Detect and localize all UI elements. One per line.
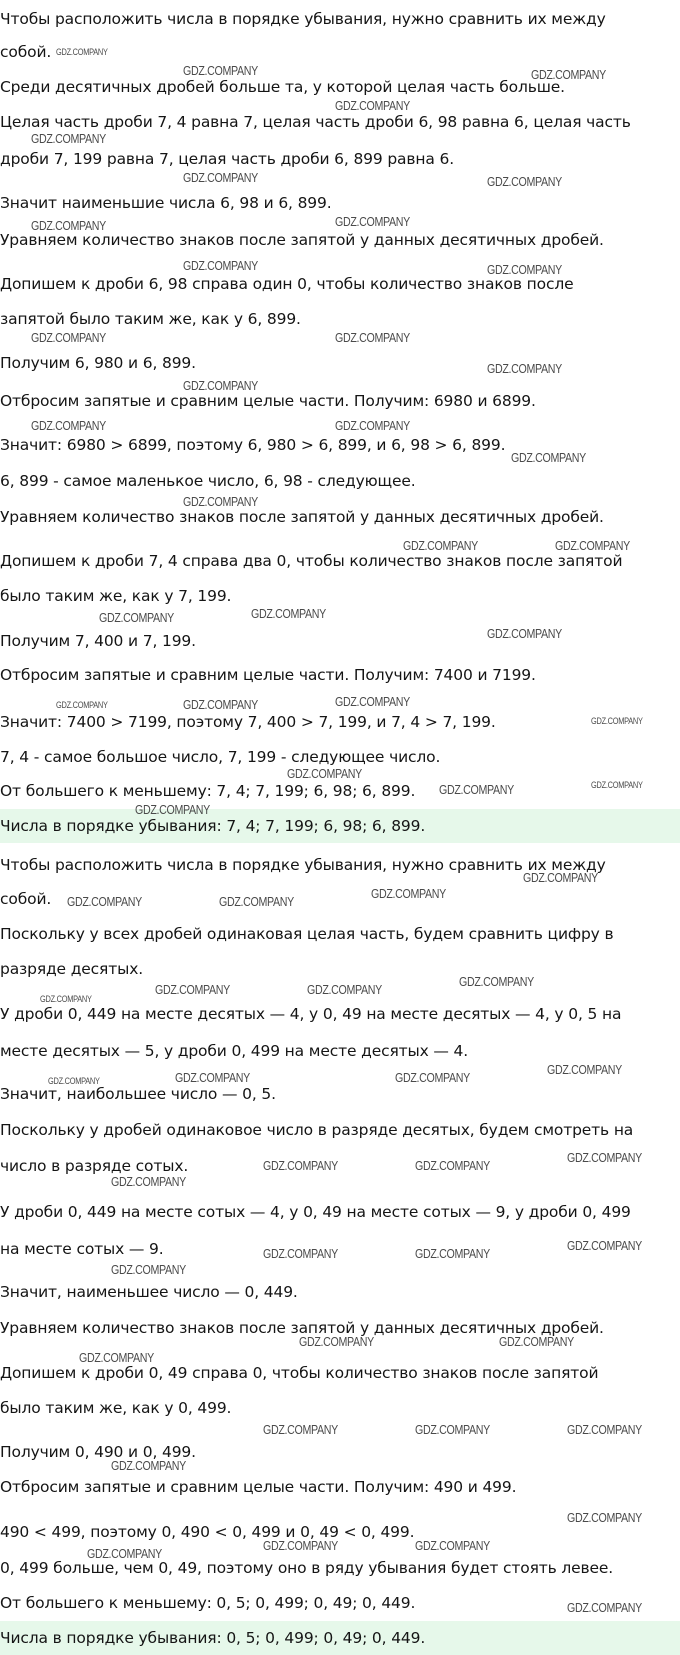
text-line: Уравняем количество знаков после запятой у данных десятичных дробей. xyxy=(0,508,604,526)
text-line: Поскольку у дробей одинаковое число в разряде десятых, будем смотреть на xyxy=(0,1121,634,1139)
watermark: GDZ.COMPANY xyxy=(567,1422,642,1437)
watermark: GDZ.COMPANY xyxy=(555,538,630,553)
watermark: GDZ.COMPANY xyxy=(219,894,294,909)
text-line: Чтобы расположить числа в порядке убывания, нужно сравнить их между xyxy=(0,856,606,874)
watermark: GDZ.COMPANY xyxy=(175,1070,250,1085)
watermark: GDZ.COMPANY xyxy=(335,330,410,345)
watermark: GDZ.COMPANY xyxy=(415,1246,490,1261)
text-line: Допишем к дроби 0, 49 справа 0, чтобы количество знаков после запятой xyxy=(0,1364,599,1382)
watermark: GDZ.COMPANY xyxy=(111,1262,186,1277)
watermark: GDZ.COMPANY xyxy=(111,1458,186,1473)
text-line: разряде десятых. xyxy=(0,960,143,978)
watermark: GDZ.COMPANY xyxy=(567,1600,642,1615)
watermark: GDZ.COMPANY xyxy=(307,982,382,997)
watermark: GDZ.COMPANY xyxy=(56,47,108,57)
watermark: GDZ.COMPANY xyxy=(183,170,258,185)
watermark: GDZ.COMPANY xyxy=(591,780,643,790)
text-line: запятой было таким же, как у 6, 899. xyxy=(0,310,301,328)
text-line: Значит, наименьшее число — 0, 449. xyxy=(0,1283,298,1301)
text-line: Значит: 6980 > 6899, поэтому 6, 980 > 6, 899, и 6, 98 > 6, 899. xyxy=(0,436,506,454)
watermark: GDZ.COMPANY xyxy=(567,1238,642,1253)
watermark: GDZ.COMPANY xyxy=(263,1246,338,1261)
watermark: GDZ.COMPANY xyxy=(567,1510,642,1525)
watermark: GDZ.COMPANY xyxy=(251,606,326,621)
text-line: Значит наименьшие числа 6, 98 и 6, 899. xyxy=(0,194,332,212)
text-line: От большего к меньшему: 0, 5; 0, 499; 0, 49; 0, 449. xyxy=(0,1594,416,1612)
text-line: У дроби 0, 449 на месте сотых — 4, у 0, 49 на месте сотых — 9, у дроби 0, 499 xyxy=(0,1203,631,1221)
watermark: GDZ.COMPANY xyxy=(531,67,606,82)
text-line: Отбросим запятые и сравним целые части. Получим: 490 и 499. xyxy=(0,1478,517,1496)
text-line: Отбросим запятые и сравним целые части. Получим: 6980 и 6899. xyxy=(0,392,536,410)
text-line: От большего к меньшему: 7, 4; 7, 199; 6, 98; 6, 899. xyxy=(0,782,416,800)
text-line: Чтобы расположить числа в порядке убывания, нужно сравнить их между xyxy=(0,10,606,28)
text-line: 7, 4 - самое большое число, 7, 199 - следующее число. xyxy=(0,748,441,766)
watermark: GDZ.COMPANY xyxy=(511,450,586,465)
watermark: GDZ.COMPANY xyxy=(287,766,362,781)
watermark: GDZ.COMPANY xyxy=(183,378,258,393)
text-line: на месте сотых — 9. xyxy=(0,1240,164,1258)
text-line: Получим 0, 490 и 0, 499. xyxy=(0,1443,196,1461)
text-line: У дроби 0, 449 на месте десятых — 4, у 0, 49 на месте десятых — 4, у 0, 5 на xyxy=(0,1005,622,1023)
text-line: Допишем к дроби 7, 4 справа два 0, чтобы количество знаков после запятой xyxy=(0,552,623,570)
text-line: Значит: 7400 > 7199, поэтому 7, 400 > 7, 199, и 7, 4 > 7, 199. xyxy=(0,713,496,731)
watermark: GDZ.COMPANY xyxy=(591,716,643,726)
watermark: GDZ.COMPANY xyxy=(87,1546,162,1561)
text-line: собой. xyxy=(0,43,52,61)
text-line: 490 < 499, поэтому 0, 490 < 0, 499 и 0, 49 < 0, 499. xyxy=(0,1523,415,1541)
watermark: GDZ.COMPANY xyxy=(67,894,142,909)
answer-line: Числа в порядке убывания: 0, 5; 0, 499; 0, 49; 0, 449. xyxy=(0,1621,680,1655)
watermark: GDZ.COMPANY xyxy=(567,1150,642,1165)
text-line: Допишем к дроби 6, 98 справа один 0, чтобы количество знаков после xyxy=(0,275,574,293)
watermark: GDZ.COMPANY xyxy=(487,626,562,641)
answer-line: Числа в порядке убывания: 7, 4; 7, 199; 6, 98; 6, 899. xyxy=(0,809,680,843)
text-line: 0, 499 больше, чем 0, 49, поэтому оно в ряду убывания будет стоять левее. xyxy=(0,1559,614,1577)
watermark: GDZ.COMPANY xyxy=(31,218,106,233)
watermark: GDZ.COMPANY xyxy=(31,330,106,345)
watermark: GDZ.COMPANY xyxy=(415,1158,490,1173)
text-line: Уравняем количество знаков после запятой у данных десятичных дробей. xyxy=(0,1319,604,1337)
watermark: GDZ.COMPANY xyxy=(40,994,92,1004)
watermark: GDZ.COMPANY xyxy=(31,131,106,146)
watermark: GDZ.COMPANY xyxy=(487,361,562,376)
watermark: GDZ.COMPANY xyxy=(183,494,258,509)
watermark: GDZ.COMPANY xyxy=(403,538,478,553)
watermark: GDZ.COMPANY xyxy=(263,1158,338,1173)
watermark: GDZ.COMPANY xyxy=(135,802,210,817)
watermark: GDZ.COMPANY xyxy=(499,1334,574,1349)
text-line: дроби 7, 199 равна 7, целая часть дроби 6, 899 равна 6. xyxy=(0,150,454,168)
watermark: GDZ.COMPANY xyxy=(487,262,562,277)
watermark: GDZ.COMPANY xyxy=(459,974,534,989)
watermark: GDZ.COMPANY xyxy=(415,1538,490,1553)
text-line: было таким же, как у 0, 499. xyxy=(0,1399,232,1417)
text-line: Уравняем количество знаков после запятой у данных десятичных дробей. xyxy=(0,231,604,249)
watermark: GDZ.COMPANY xyxy=(439,782,514,797)
watermark: GDZ.COMPANY xyxy=(523,870,598,885)
text-line: Получим 7, 400 и 7, 199. xyxy=(0,632,196,650)
watermark: GDZ.COMPANY xyxy=(335,214,410,229)
text-line: число в разряде сотых. xyxy=(0,1157,189,1175)
watermark: GDZ.COMPANY xyxy=(335,98,410,113)
text-line: собой. xyxy=(0,890,52,908)
text-line: Поскольку у всех дробей одинаковая целая часть, будем сравнить цифру в xyxy=(0,925,614,943)
text-line: Целая часть дроби 7, 4 равна 7, целая часть дроби 6, 98 равна 6, целая часть xyxy=(0,113,631,131)
watermark: GDZ.COMPANY xyxy=(155,982,230,997)
watermark: GDZ.COMPANY xyxy=(547,1062,622,1077)
watermark: GDZ.COMPANY xyxy=(183,697,258,712)
text-line: Отбросим запятые и сравним целые части. Получим: 7400 и 7199. xyxy=(0,666,536,684)
watermark: GDZ.COMPANY xyxy=(111,1174,186,1189)
watermark: GDZ.COMPANY xyxy=(31,418,106,433)
watermark: GDZ.COMPANY xyxy=(263,1422,338,1437)
watermark: GDZ.COMPANY xyxy=(79,1350,154,1365)
text-line: 6, 899 - самое маленькое число, 6, 98 - следующее. xyxy=(0,472,416,490)
watermark: GDZ.COMPANY xyxy=(56,700,108,710)
watermark: GDZ.COMPANY xyxy=(371,886,446,901)
text-line: Значит, наибольшее число — 0, 5. xyxy=(0,1085,276,1103)
watermark: GDZ.COMPANY xyxy=(335,418,410,433)
text-line: месте десятых — 5, у дроби 0, 499 на месте десятых — 4. xyxy=(0,1042,469,1060)
watermark: GDZ.COMPANY xyxy=(299,1334,374,1349)
watermark: GDZ.COMPANY xyxy=(183,258,258,273)
watermark: GDZ.COMPANY xyxy=(99,610,174,625)
watermark: GDZ.COMPANY xyxy=(395,1070,470,1085)
watermark: GDZ.COMPANY xyxy=(335,694,410,709)
watermark: GDZ.COMPANY xyxy=(263,1538,338,1553)
text-line: Среди десятичных дробей больше та, у которой целая часть больше. xyxy=(0,78,565,96)
watermark: GDZ.COMPANY xyxy=(183,63,258,78)
watermark: GDZ.COMPANY xyxy=(415,1422,490,1437)
watermark: GDZ.COMPANY xyxy=(487,174,562,189)
watermark: GDZ.COMPANY xyxy=(48,1076,100,1086)
text-line: Получим 6, 980 и 6, 899. xyxy=(0,354,196,372)
text-line: было таким же, как у 7, 199. xyxy=(0,587,232,605)
